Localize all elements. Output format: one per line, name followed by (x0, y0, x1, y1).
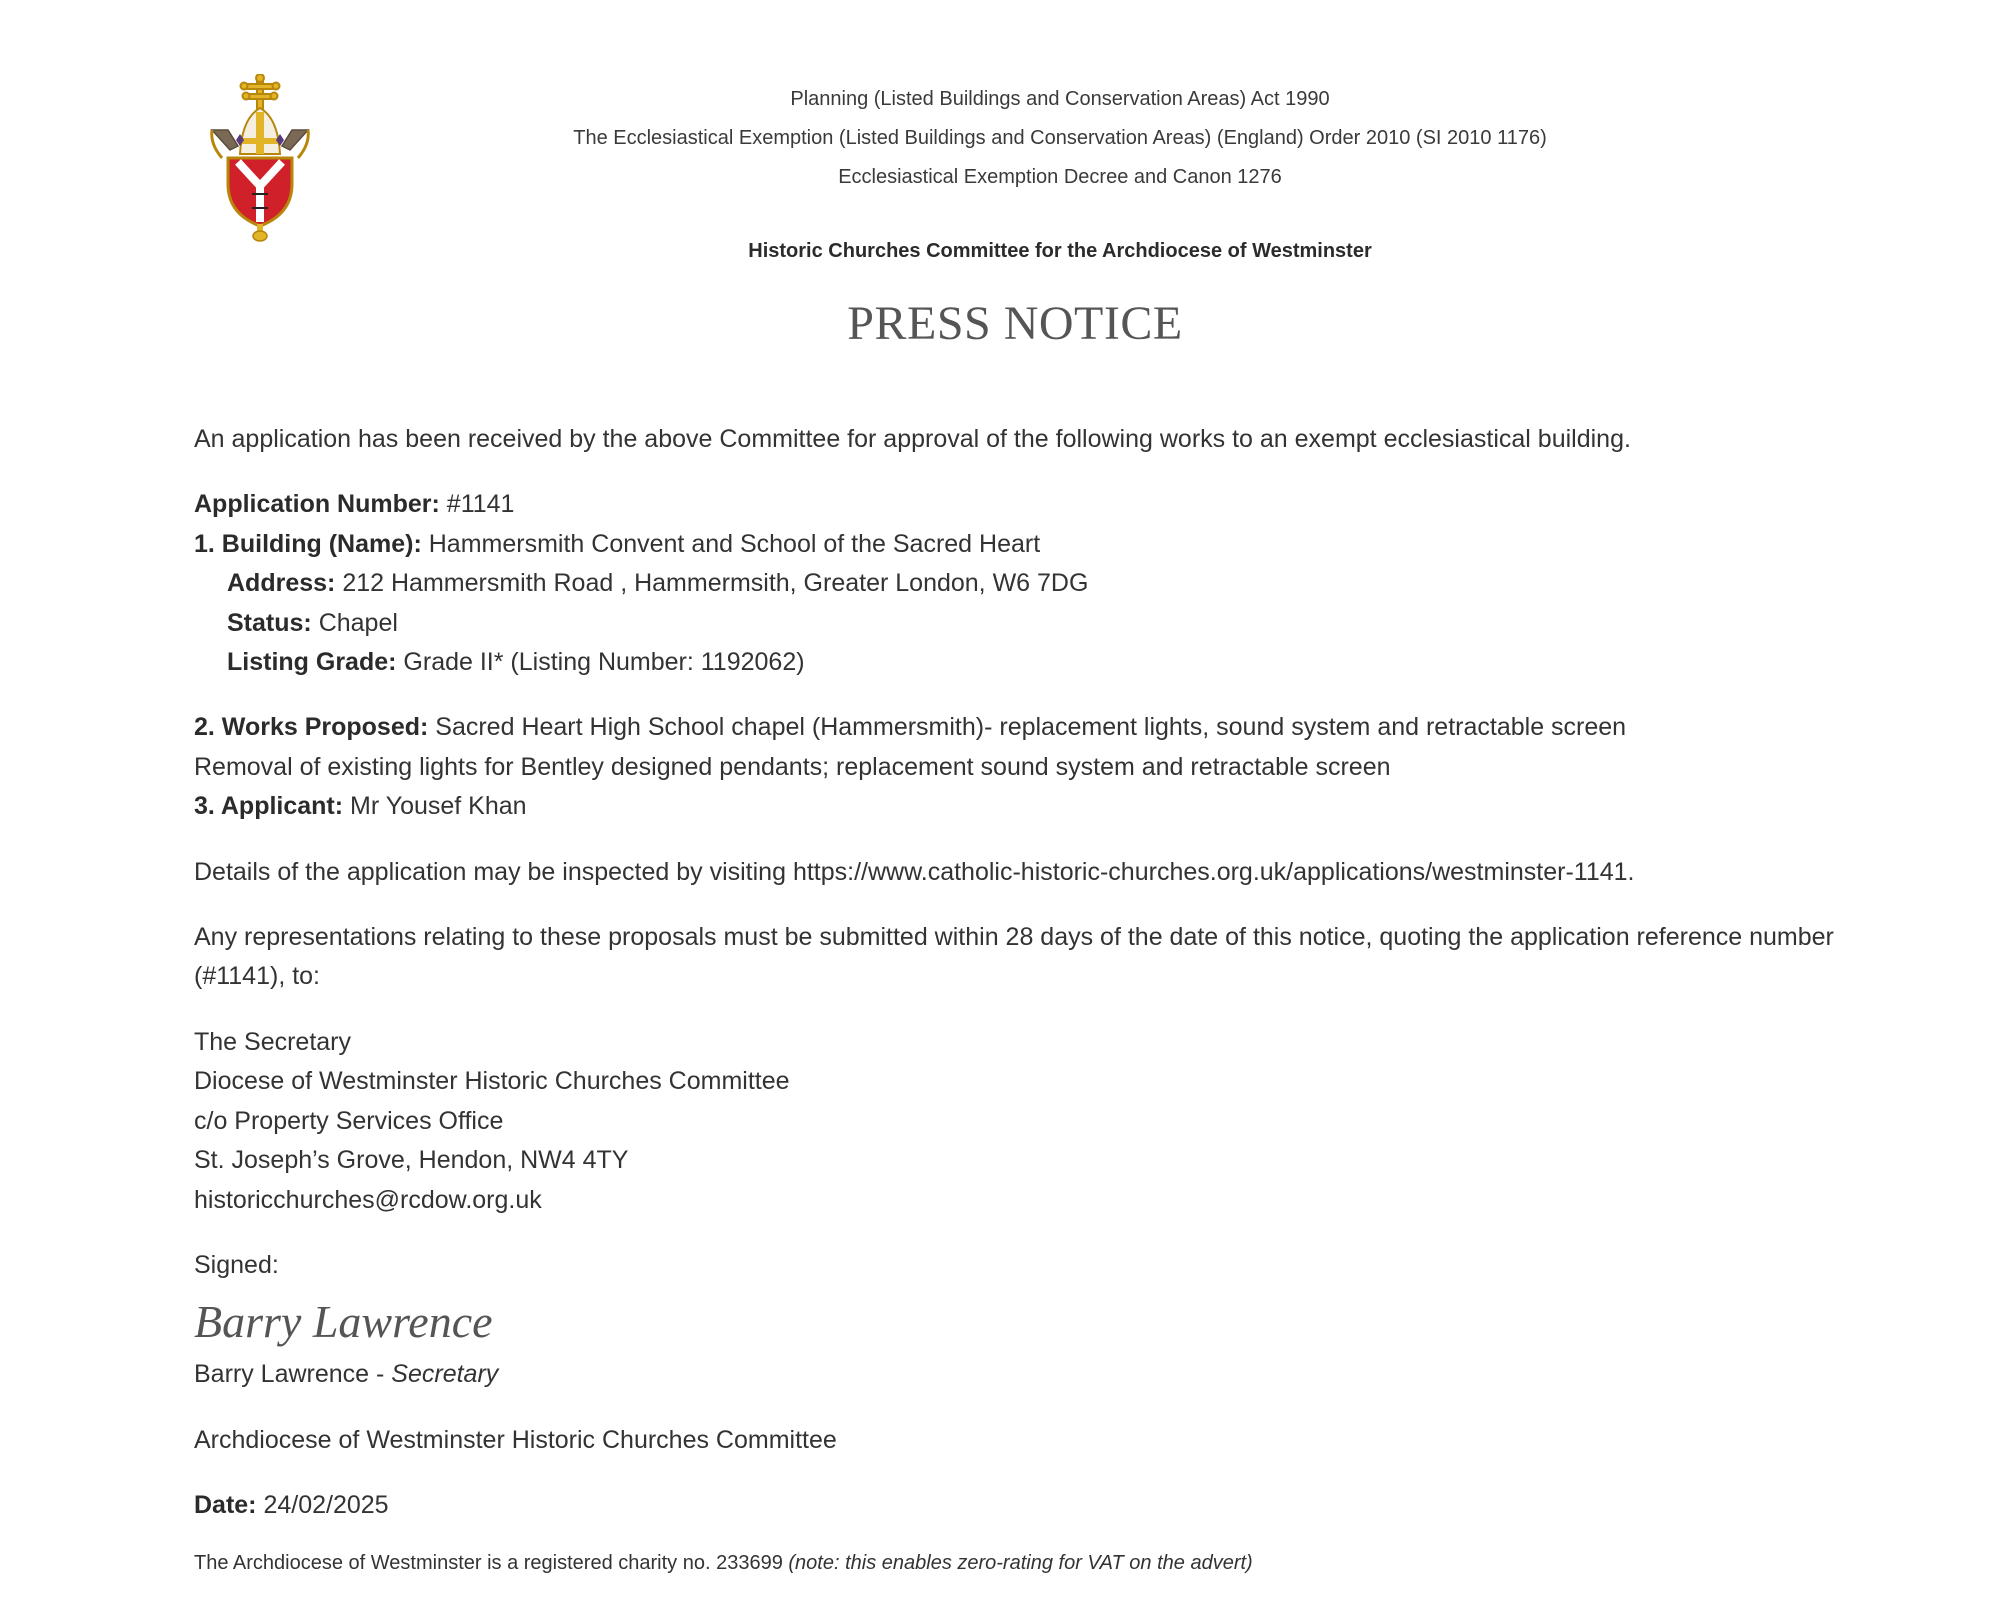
signed-label: Signed: (194, 1250, 279, 1279)
signatory-row (194, 1355, 1844, 1394)
date-value: 24/02/2025 (263, 1491, 389, 1520)
signature: Barry Lawrence (194, 1296, 493, 1348)
applicant-label: 3. Applicant: (194, 792, 344, 821)
status-row (194, 604, 1844, 643)
intro-paragraph: An application has been received by the above Committee for approval of the following works to an exempt ecclesiastical building. (194, 425, 1631, 453)
status-value: Chapel (318, 608, 398, 637)
listing-grade-row (194, 643, 1844, 682)
address-value: 212 Hammersmith Road , Hammermsith, Greater London, W6 7DG (342, 569, 1089, 598)
building-row (194, 525, 1844, 564)
legislation-line-2: The Ecclesiastical Exemption (Listed Buildings and Conservation Areas) (England) Order 2010 (SI 2010 1176) (573, 127, 1547, 149)
address-line-2: Diocese of Westminster Historic Churches Committee (194, 1067, 790, 1096)
archdiocese-crest-icon (208, 74, 312, 242)
application-number-value: #1141 (446, 490, 515, 519)
address-label: Address: (227, 569, 336, 598)
vat-note: (note: this enables zero-rating for VAT on the advert) (788, 1551, 1253, 1574)
committee-heading: Historic Churches Committee for the Archdiocese of Westminster (748, 240, 1372, 262)
signatory-name: Barry Lawrence - (194, 1360, 392, 1389)
address-line-3: c/o Property Services Office (194, 1106, 504, 1135)
status-label: Status: (227, 608, 312, 637)
applicant-row (194, 787, 1844, 826)
organisation-name: Archdiocese of Westminster Historic Churches Committee (194, 1425, 837, 1454)
contact-email[interactable]: historicchurches@rcdow.org.uk (194, 1185, 542, 1214)
works-proposed-row (194, 708, 1844, 747)
works-proposed-label: 2. Works Proposed: (194, 713, 429, 742)
charity-text: The Archdiocese of Westminster is a registered charity no. 233699 (194, 1551, 789, 1574)
building-label: 1. Building (Name): (194, 529, 422, 558)
building-value: Hammersmith Convent and School of the Sacred Heart (428, 529, 1041, 558)
legislation-line-3: Ecclesiastical Exemption Decree and Canon 1276 (838, 166, 1282, 188)
applicant-value: Mr Yousef Khan (350, 792, 527, 821)
works-detail: Removal of existing lights for Bentley designed pendants; replacement sound system and retractable screen (194, 752, 1391, 781)
page-title: PRESS NOTICE (847, 297, 1183, 350)
details-paragraph: Details of the application may be inspected by visiting https://www.catholic-historic-churches.org.uk/applications/westminster-1141. (194, 857, 1635, 886)
date-row (194, 1486, 1844, 1525)
signatory-role: Secretary (391, 1360, 499, 1389)
listing-grade-label: Listing Grade: (227, 648, 397, 677)
notice-body (194, 420, 1844, 1578)
address-row (194, 564, 1844, 603)
works-proposed-value: Sacred Heart High School chapel (Hammersmith)- replacement lights, sound system and retractable screen (435, 713, 1627, 742)
address-line-1: The Secretary (194, 1027, 352, 1056)
legislation-header (500, 80, 1620, 197)
legislation-line-1: Planning (Listed Buildings and Conservation Areas) Act 1990 (790, 88, 1330, 110)
representations-paragraph: Any representations relating to these proposals must be submitted within 28 days of the date of this notice, quoting the application reference number (#1141), to: (194, 923, 1834, 991)
listing-grade-value: Grade II* (Listing Number: 1192062) (403, 648, 805, 677)
application-number-label: Application Number: (194, 490, 440, 519)
application-number-row (194, 485, 1844, 524)
address-line-4: St. Joseph’s Grove, Hendon, NW4 4TY (194, 1146, 629, 1175)
date-label: Date: (194, 1491, 257, 1520)
charity-footer (194, 1548, 1844, 1578)
